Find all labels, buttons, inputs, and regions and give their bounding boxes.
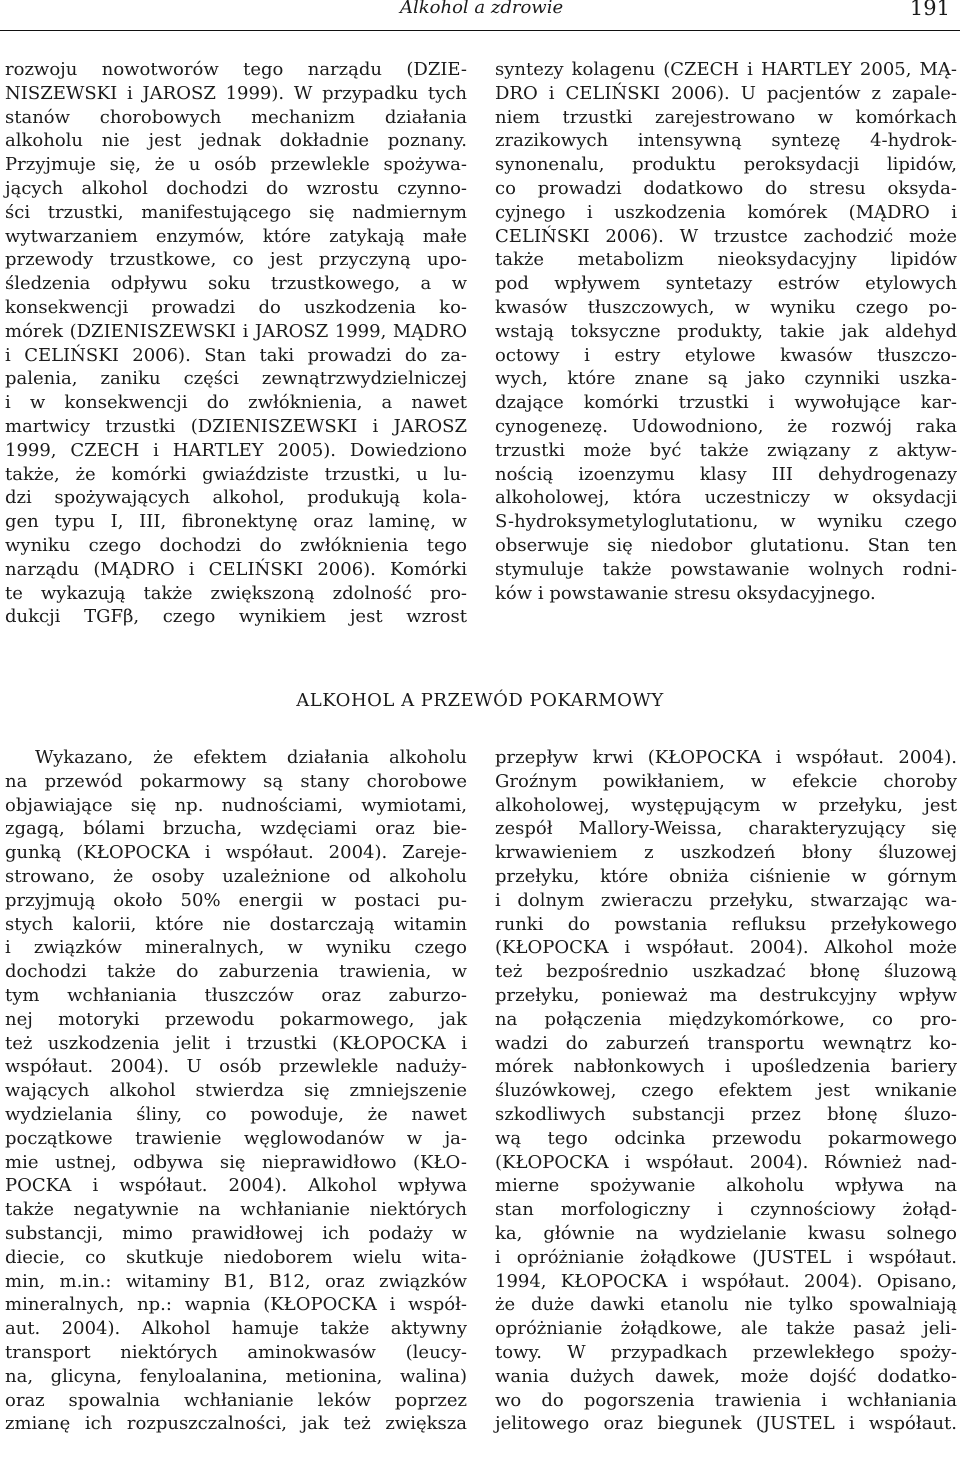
text-line: stan morfologiczny i czynnościowy żołąd- xyxy=(495,1199,957,1221)
text-line: te wykazują także zwiększoną zdolność pro- xyxy=(5,582,467,604)
text-line: syntezy kolagenu (CZECH i HARTLEY 2005, MĄ- xyxy=(495,59,957,80)
page-header xyxy=(0,0,960,31)
text-line: trzustki może być także związany z aktyw- xyxy=(495,439,957,461)
section-heading: ALKOHOL A PRZEWÓD POKARMOWY xyxy=(296,690,664,711)
text-line: i w konsekwencji do zwłóknienia, a nawet xyxy=(5,392,467,414)
text-line: dzi spożywających alkohol, produkują kola- xyxy=(5,487,467,509)
text-line: Przyjmuje się, że u osób przewlekle spożywa- xyxy=(5,154,467,176)
text-line: wadzi do zaburzeń transportu wewnątrz ko- xyxy=(495,1032,957,1054)
text-line: CELIŃSKI 2006). W trzustce zachodzić może xyxy=(495,225,957,247)
text-line: i związków mineralnych, w wyniku czego xyxy=(5,937,467,959)
text-line: wydzielania śliny, co powoduje, że nawet xyxy=(5,1103,467,1125)
text-line: 1994, KŁOPOCKA i współaut. 2004). Opisano, xyxy=(495,1270,957,1292)
text-line: mineralnych, np.: wapnia (KŁOPOCKA i współ- xyxy=(5,1294,467,1316)
text-line: i dolnym zwieraczu przełyku, stwarzając wa- xyxy=(495,889,957,911)
text-line: też bezpośrednio uszkadzać błonę śluzową xyxy=(495,961,957,983)
text-line: NISZEWSKI i JAROSZ 1999). W przypadku tych xyxy=(5,82,467,104)
text-line: ków i powstawanie stresu oksydacyjnego. xyxy=(495,582,876,604)
text-line: synonenalu, produktu peroksydacji lipidów, xyxy=(495,154,957,176)
text-line: niem trzustki zarejestrowano w komórkach xyxy=(495,106,957,128)
text-line: dukcji TGFβ, czego wynikiem jest wzrost xyxy=(5,606,467,628)
page-number: 191 xyxy=(909,0,950,20)
text-line: wstają toksyczne produkty, takie jak aldehyd xyxy=(495,320,957,342)
text-line: że duże dawki etanolu nie tylko spowalniają xyxy=(495,1294,957,1316)
text-line: na połączenia międzykomórkowe, co pro- xyxy=(495,1008,957,1030)
text-line: alkoholu nie jest jednak dokładnie poznany. xyxy=(5,130,467,152)
text-line: zgagą, bólami brzucha, wzdęciami oraz bie- xyxy=(5,818,467,840)
text-line: kwasów tłuszczowych, w wyniku czego po- xyxy=(495,296,957,318)
text-line: też uszkodzenia jelit i trzustki (KŁOPOCKA i xyxy=(5,1032,467,1054)
text-line: aut. 2004). Alkohol hamuje także aktywny xyxy=(5,1318,467,1340)
text-line: alkoholowej, która uczestniczy w oksydacji xyxy=(495,487,957,509)
text-line: strowano, że osoby uzależnione od alkoholu xyxy=(5,865,467,887)
text-line: tym wchłaniania tłuszczów oraz zaburzo- xyxy=(5,984,467,1006)
text-line: przewody trzustkowe, co jest przyczyną upo- xyxy=(5,249,467,271)
text-line: przyjmują około 50% energii w postaci pu- xyxy=(5,889,467,911)
text-line: wo do pogorszenia trawienia i wchłaniania xyxy=(495,1389,957,1411)
text-line: octowy i estry etylowe kwasów tłuszczo- xyxy=(495,344,957,366)
text-line: rozwoju nowotworów tego narządu (DZIE- xyxy=(5,59,467,80)
text-line: dochodzi także do zaburzenia trawienia, w xyxy=(5,961,467,983)
text-line: na, glicyna, fenyloalanina, metionina, walina) xyxy=(5,1365,467,1387)
text-line: konsekwencji prowadzi do uszkodzenia ko- xyxy=(5,296,467,318)
text-line: mórek (DZIENISZEWSKI i JAROSZ 1999, MĄDRO xyxy=(5,320,467,342)
text-line: stymuluje także powstawanie wolnych rodni- xyxy=(495,558,957,580)
text-line: przełyku, które obniża ciśnienie w górnym xyxy=(495,865,957,887)
text-line: mórek nabłonkowych i upośledzenia bariery xyxy=(495,1056,957,1078)
text-line: S-hydroksymetyloglutationu, w wyniku czego xyxy=(495,511,957,533)
text-line: Groźnym powikłaniem, w efekcie choroby xyxy=(495,770,957,792)
text-line: alkoholowej, występującym w przełyku, jest xyxy=(495,794,957,816)
text-line: runki do powstania refluksu przełykowego xyxy=(495,913,957,935)
text-line: przepływ krwi (KŁOPOCKA i współaut. 2004). xyxy=(495,747,957,768)
text-line: śledzenia odpływu soku trzustkowego, a w xyxy=(5,273,467,295)
text-line: substancji, mimo prawidłowej ich podaży w xyxy=(5,1222,467,1244)
text-line: narządu (MĄDRO i CELIŃSKI 2006). Komórki xyxy=(5,558,467,580)
text-line: cynogenezę. Udowodniono, że rozwój raka xyxy=(495,415,957,437)
text-line: stych kalorii, które nie dostarczają witamin xyxy=(5,913,467,935)
text-line: co prowadzi dodatkowo do stresu oksyda- xyxy=(495,177,957,199)
text-line: mierne spożywanie alkoholu wpływa na xyxy=(495,1175,957,1197)
text-line: wych, które znane są jako czynniki uszka- xyxy=(495,368,957,390)
column-top-right xyxy=(495,58,957,605)
column-bottom-right xyxy=(495,746,957,1436)
text-line: martwicy trzustki (DZIENISZEWSKI i JAROSZ xyxy=(5,415,467,437)
text-line: wytwarzaniem enzymów, które zatykają małe xyxy=(5,225,467,247)
text-line: także metabolizm nieoksydacyjny lipidów xyxy=(495,249,957,271)
text-line: DRO i CELIŃSKI 2006). U pacjentów z zapale- xyxy=(495,82,957,104)
text-line: cyjnego i uszkodzenia komórek (MĄDRO i xyxy=(495,201,957,223)
text-line: obserwuje się niedobor glutationu. Stan ten xyxy=(495,534,957,556)
text-line: ka, głównie na wydzielanie kwasu solnego xyxy=(495,1222,957,1244)
text-line: początkowe trawienie węglowodanów w ja- xyxy=(5,1127,467,1149)
text-line: także, że komórki gwiaździste trzustki, u lu- xyxy=(5,463,467,485)
text-line: towy. W przypadkach przewlekłego spoży- xyxy=(495,1341,957,1363)
text-line: mie ustnej, odbywa się nieprawidłowo (KŁO- xyxy=(5,1151,467,1173)
text-line: diecie, co skutkuje niedoborem wielu wita- xyxy=(5,1246,467,1268)
text-line: zespół Mallory-Weissa, charakteryzujący się xyxy=(495,818,957,840)
text-line: POCKA i współaut. 2004). Alkohol wpływa xyxy=(5,1175,467,1197)
text-line: i opróżnianie żołądkowe (JUSTEL i współaut. xyxy=(495,1246,957,1268)
text-line: transport niektórych aminokwasów (leucy- xyxy=(5,1341,467,1363)
text-line: (KŁOPOCKA i współaut. 2004). Również nad- xyxy=(495,1151,957,1173)
text-line: na przewód pokarmowy są stany chorobowe xyxy=(5,770,467,792)
text-line: objawiające się np. nudnościami, wymiotami, xyxy=(5,794,467,816)
text-line: ści trzustki, manifestującego się nadmiernym xyxy=(5,201,467,223)
text-line: współaut. 2004). U osób przewlekle naduży- xyxy=(5,1056,467,1078)
text-line: szkodliwych substancji przez błonę śluzo- xyxy=(495,1103,957,1125)
text-line: gunką (KŁOPOCKA i współaut. 2004). Zareje- xyxy=(5,842,467,864)
text-line: wających alkohol stwierdza się zmniejszenie xyxy=(5,1080,467,1102)
text-line: pod wpływem syntetazy estrów etylowych xyxy=(495,273,957,295)
text-line: krwawieniem z uszkodzeń błony śluzowej xyxy=(495,842,957,864)
text-line: wyniku czego dochodzi do zwłóknienia tego xyxy=(5,534,467,556)
text-line: stanów chorobowych mechanizm działania xyxy=(5,106,467,128)
text-line: 1999, CZECH i HARTLEY 2005). Dowiedziono xyxy=(5,439,467,461)
text-line: jelitowego oraz biegunek (JUSTEL i współaut. xyxy=(495,1413,957,1435)
text-line: opróżnianie żołądkowe, ale także pasaż jeli- xyxy=(495,1318,957,1340)
text-line: zrazikowych intensywną syntezę 4-hydrok- xyxy=(495,130,957,152)
running-title: Alkohol a zdrowie xyxy=(400,0,564,18)
text-line: wania dużych dawek, może dojść dodatko- xyxy=(495,1365,957,1387)
text-line: nej motoryki przewodu pokarmowego, jak xyxy=(5,1008,467,1030)
text-line: śluzówkowej, czego efektem jest wnikanie xyxy=(495,1080,957,1102)
text-line: Wykazano, że efektem działania alkoholu xyxy=(35,747,467,768)
text-line: palenia, zaniku części zewnątrzwydzielniczej xyxy=(5,368,467,390)
column-bottom-left xyxy=(5,746,467,1436)
text-line: (KŁOPOCKA i współaut. 2004). Alkohol może xyxy=(495,937,957,959)
text-line: zmianę ich rozpuszczalności, jak też zwiększa xyxy=(5,1413,467,1435)
text-line: i CELIŃSKI 2006). Stan taki prowadzi do za- xyxy=(5,344,467,366)
text-line: także negatywnie na wchłanianie niektórych xyxy=(5,1199,467,1221)
text-line: dzające komórki trzustki i wywołujące kar- xyxy=(495,392,957,414)
text-line: nością izoenzymu klasy III dehydrogenazy xyxy=(495,463,957,485)
text-line: jących alkohol dochodzi do wzrostu czynno- xyxy=(5,177,467,199)
column-top-left xyxy=(5,58,467,629)
text-line: przełyku, ponieważ ma destrukcyjny wpływ xyxy=(495,984,957,1006)
text-line: oraz spowalnia wchłanianie leków poprzez xyxy=(5,1389,467,1411)
text-line: min, m.in.: witaminy B1, B12, oraz związków xyxy=(5,1270,467,1292)
text-line: gen typu I, III, fibronektynę oraz laminę, w xyxy=(5,511,467,533)
text-line: wą tego odcinka przewodu pokarmowego xyxy=(495,1127,957,1149)
